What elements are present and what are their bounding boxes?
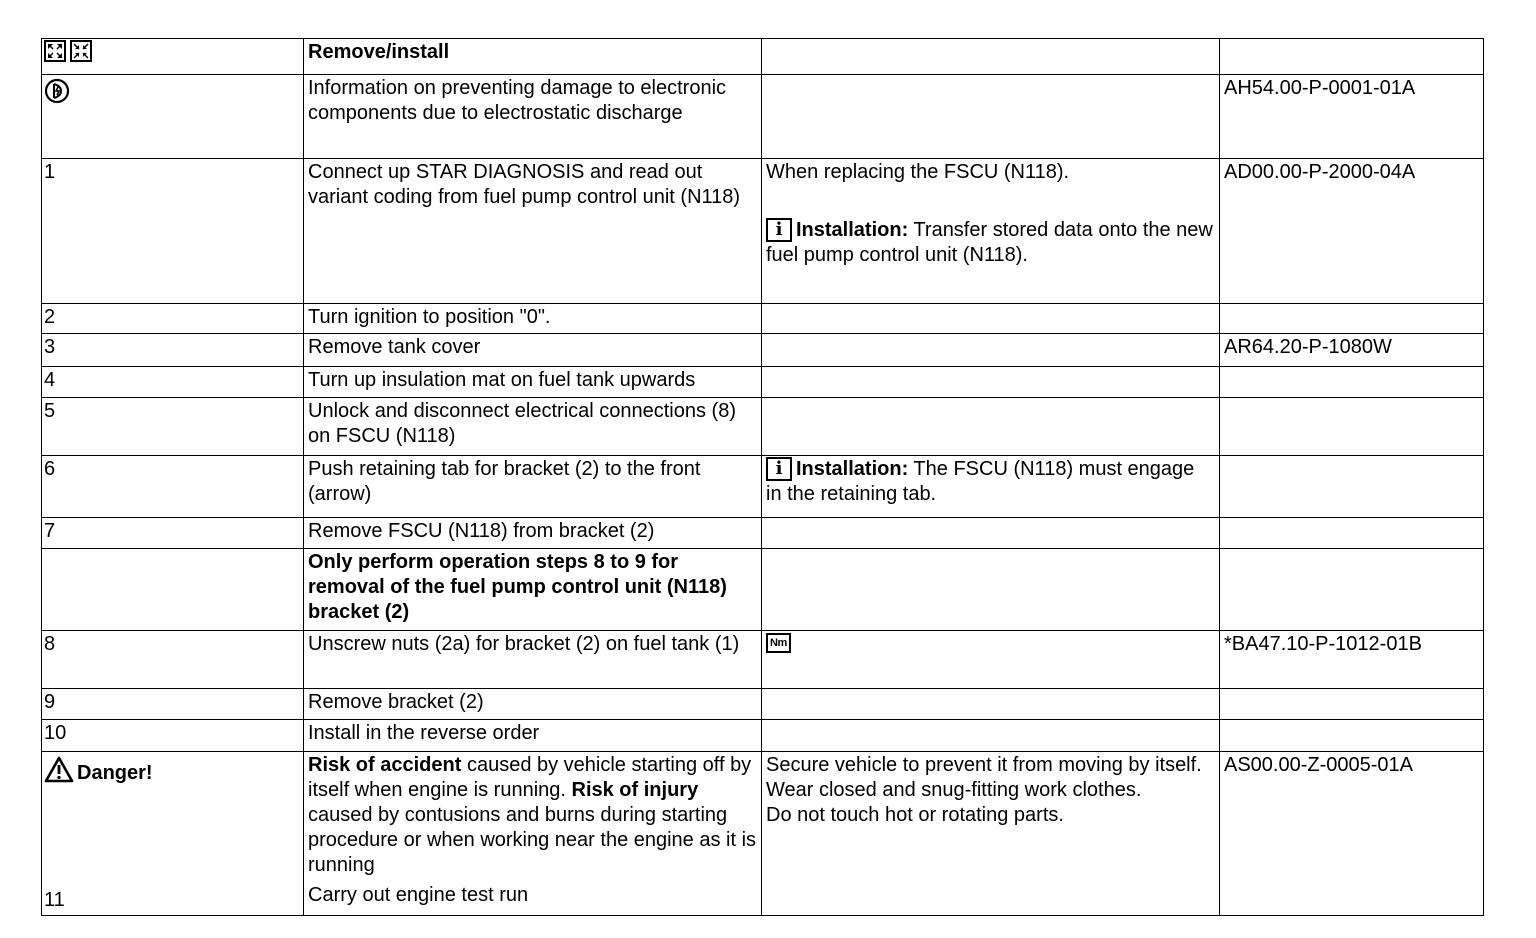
table-row: [42, 720, 1484, 752]
step-note: [762, 367, 1220, 398]
step-ref: [1220, 304, 1484, 334]
step-text: Install in the reverse order: [304, 720, 762, 752]
header-icons-cell: [42, 39, 304, 75]
step-text: Push retaining tab for bracket (2) to the front (arrow): [304, 456, 762, 518]
table-row: [42, 159, 1484, 304]
step-number: 4: [42, 367, 304, 398]
expand-icon[interactable]: [44, 40, 66, 62]
esd-warning-icon: [44, 78, 70, 104]
step-note: [762, 75, 1220, 159]
step-number: 1: [42, 159, 304, 304]
warning-triangle-icon: [44, 756, 74, 783]
step-note: [762, 631, 1220, 689]
step-text: Unlock and disconnect electrical connections (8) on FSCU (N118): [304, 398, 762, 456]
danger-note-2: Wear closed and snug-fitting work clothes.: [766, 779, 1142, 801]
danger-text: [304, 752, 762, 916]
step-text: Turn up insulation mat on fuel tank upwards: [304, 367, 762, 398]
info-icon: i: [766, 218, 792, 242]
step-note: [762, 549, 1220, 631]
installation-label: Installation:: [796, 458, 909, 480]
table-row: [42, 367, 1484, 398]
risk-accident-text: caused by vehicle starting off by itself when engine is running.: [308, 754, 752, 801]
info-icon: i: [766, 457, 792, 481]
step-number: 11: [44, 889, 65, 911]
table-row: [42, 334, 1484, 367]
note-text: When replacing the FSCU (N118).: [766, 161, 1070, 183]
step-ref[interactable]: *BA47.10-P-1012-01B: [1220, 631, 1484, 689]
table-row: [42, 398, 1484, 456]
installation-note: The FSCU (N118) must engage in the retaining tab.: [766, 458, 1195, 505]
procedure-table: [41, 38, 1484, 916]
step-note: [762, 456, 1220, 518]
header-note-cell: [762, 39, 1220, 75]
step-ref[interactable]: AR64.20-P-1080W: [1220, 334, 1484, 367]
installation-label: Installation:: [796, 219, 909, 241]
step-note: [762, 720, 1220, 752]
step-text: Remove bracket (2): [304, 689, 762, 720]
step-number: 8: [42, 631, 304, 689]
step-note: [762, 159, 1220, 304]
step-text: Turn ignition to position "0".: [304, 304, 762, 334]
step-text: Only perform operation steps 8 to 9 for removal of the fuel pump control unit (N118) bracket (2): [304, 549, 762, 631]
collapse-icon[interactable]: [70, 40, 92, 62]
step-ref: [1220, 689, 1484, 720]
table-header-row: [42, 39, 1484, 75]
step-number: [42, 549, 304, 631]
step-cell: [42, 75, 304, 159]
step-note: [762, 398, 1220, 456]
header-ref-cell: [1220, 39, 1484, 75]
torque-nm-icon[interactable]: Nm: [766, 633, 791, 653]
step-ref: [1220, 518, 1484, 549]
risk-accident-label: Risk of accident: [308, 754, 462, 776]
step-number: 2: [42, 304, 304, 334]
danger-row: [42, 752, 1484, 916]
step-ref[interactable]: AH54.00-P-0001-01A: [1220, 75, 1484, 159]
step-number: 6: [42, 456, 304, 518]
table-row: [42, 518, 1484, 549]
step-text: Carry out engine test run: [308, 884, 529, 906]
step-ref: [1220, 456, 1484, 518]
table-row: [42, 631, 1484, 689]
table-row: [42, 456, 1484, 518]
step-number: 9: [42, 689, 304, 720]
installation-note: Transfer stored data onto the new fuel pump control unit (N118).: [766, 219, 1213, 266]
danger-note-1: Secure vehicle to prevent it from moving by itself.: [766, 754, 1202, 776]
step-note: [762, 304, 1220, 334]
step-text: Unscrew nuts (2a) for bracket (2) on fuel tank (1): [304, 631, 762, 689]
danger-cell: [42, 752, 304, 916]
step-number: 3: [42, 334, 304, 367]
risk-injury-label: Risk of injury: [571, 779, 699, 801]
danger-label: Danger!: [77, 762, 153, 784]
step-note: [762, 518, 1220, 549]
step-text: Remove tank cover: [304, 334, 762, 367]
step-number: 5: [42, 398, 304, 456]
step-ref: [1220, 398, 1484, 456]
danger-note-3: Do not touch hot or rotating parts.: [766, 804, 1064, 826]
step-text: Information on preventing damage to electronic components due to electrostatic discharge: [304, 75, 762, 159]
step-note: [762, 689, 1220, 720]
step-ref[interactable]: AD00.00-P-2000-04A: [1220, 159, 1484, 304]
risk-injury-text: caused by contusions and burns during starting procedure or when working near the engine as it is running: [308, 804, 757, 876]
header-title: Remove/install: [304, 39, 762, 75]
step-ref: [1220, 367, 1484, 398]
step-note: [762, 334, 1220, 367]
step-number: 10: [42, 720, 304, 752]
table-row: [42, 689, 1484, 720]
step-text: Connect up STAR DIAGNOSIS and read out variant coding from fuel pump control unit (N118): [304, 159, 762, 304]
table-row: [42, 549, 1484, 631]
table-row: [42, 304, 1484, 334]
table-row: [42, 75, 1484, 159]
danger-ref[interactable]: AS00.00-Z-0005-01A: [1220, 752, 1484, 916]
step-text: Remove FSCU (N118) from bracket (2): [304, 518, 762, 549]
danger-notes: [762, 752, 1220, 916]
step-number: 7: [42, 518, 304, 549]
step-ref: [1220, 549, 1484, 631]
step-ref: [1220, 720, 1484, 752]
